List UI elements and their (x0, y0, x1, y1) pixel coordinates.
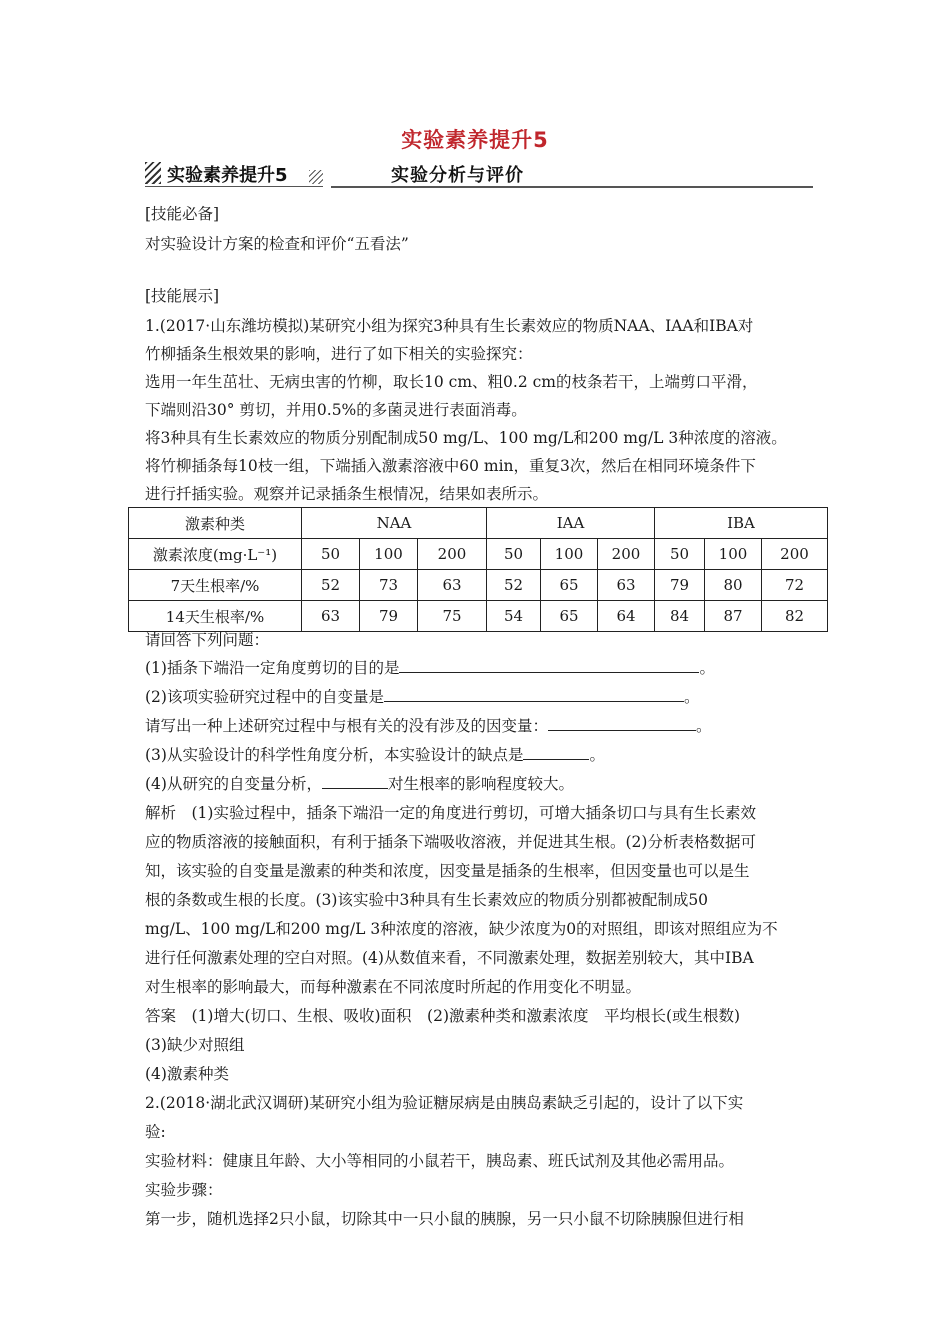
table-cell: 73 (360, 570, 418, 601)
q2-line: 实验材料：健康且年龄、大小等相同的小鼠若干，胰岛素、班氏试剂及其他必需用品。 (145, 1152, 735, 1170)
q1-line: 将竹柳插条每10枝一组，下端插入激素溶液中60 min，重复3次，然后在相同环境条件下 (145, 457, 756, 475)
table-cell: 80 (705, 570, 762, 601)
question-1 (145, 657, 817, 679)
q2-line: 实验步骤： (145, 1181, 223, 1199)
answer-line: 答案 (1)增大(切口、生根、吸收)面积 (2)激素种类和激素浓度 平均根长(或生根数) (145, 1007, 741, 1025)
table-cell: 63 (418, 570, 487, 601)
question-text: (2)该项实验研究过程中的自变量是 (145, 688, 384, 706)
table-header-label: 激素种类 (129, 508, 302, 539)
table-cell: 64 (598, 601, 655, 632)
analysis-line: mg/L、100 mg/L和200 mg/L 3种浓度的溶液，缺少浓度为0的对照组，即该对照组应为不 (145, 920, 778, 938)
question-tail: 。 (683, 688, 700, 706)
q2-line: 第一步，随机选择2只小鼠，切除其中一只小鼠的胰腺，另一只小鼠不切除胰腺但进行相 (145, 1210, 744, 1228)
stripes-decoration-right (309, 170, 323, 184)
banner-left (145, 160, 323, 187)
table-cell: 52 (487, 570, 541, 601)
q1-line: 下端则沿30° 剪切，并用0.5%的多菌灵进行表面消毒。 (145, 401, 527, 419)
table-cell: 54 (487, 601, 541, 632)
table-row-label: 14天生根率/% (129, 601, 302, 632)
answer-line: (3)缺少对照组 (145, 1036, 245, 1054)
answer-blank[interactable] (548, 715, 696, 731)
results-table (128, 507, 828, 632)
table-cell: 100 (360, 539, 418, 570)
table-header-hormone: IBA (655, 508, 828, 539)
answer-blank[interactable] (399, 657, 699, 673)
banner-right-text: 实验分析与评价 (391, 165, 524, 186)
q1-line: 1.(2017·山东潍坊模拟)某研究小组为探究3种具有生长素效应的物质NAA、IAA和IBA对 (145, 317, 754, 335)
table-header-hormone: NAA (302, 508, 487, 539)
q2-line: 验: (145, 1123, 166, 1141)
table-cell: 65 (541, 601, 598, 632)
question-text: 请写出一种上述研究过程中与根有关的没有涉及的因变量： (145, 717, 549, 735)
analysis-line: 知，该实验的自变量是激素的种类和浓度，因变量是插条的生根率，但因变量也可以是生 (145, 862, 750, 880)
question-tail: 。 (589, 746, 605, 764)
skills-shown-heading: [技能展示] (145, 287, 220, 305)
question-2 (145, 686, 817, 708)
table-cell: 50 (655, 539, 705, 570)
table-cell: 65 (541, 570, 598, 601)
table-row-label: 激素浓度(mg·L⁻¹) (129, 539, 302, 570)
table-row-label: 7天生根率/% (129, 570, 302, 601)
question-4 (145, 773, 817, 795)
answer-blank[interactable] (384, 686, 684, 702)
table-cell: 100 (541, 539, 598, 570)
table-cell: 87 (705, 601, 762, 632)
question-tail: 对生根率的影响程度较大。 (387, 775, 574, 793)
q1-line: 将3种具有生长素效应的物质分别配制成50 mg/L、100 mg/L和200 mg/L 3种浓度的溶液。 (145, 429, 787, 447)
answer-blank[interactable] (322, 773, 388, 789)
table-cell: 200 (598, 539, 655, 570)
question-text: (1)插条下端沿一定角度剪切的目的是 (145, 659, 400, 677)
table-cell: 72 (762, 570, 828, 601)
table-header-row (129, 508, 828, 539)
table-row (129, 601, 828, 632)
analysis-line: 应的物质溶液的接触面积，有利于插条下端吸收溶液，并促进其生根。(2)分析表格数据可 (145, 833, 756, 851)
analysis-line: 对生根率的影响最大，而每种激素在不同浓度时所起的作用变化不明显。 (145, 978, 642, 996)
analysis-line: 进行任何激素处理的空白对照。(4)从数值来看，不同激素处理，数据差别较大，其中IBA (145, 949, 754, 967)
section-banner (145, 160, 813, 188)
question-text: (4)从研究的自变量分析， (145, 775, 322, 793)
banner-left-text: 实验素养提升5 (167, 165, 288, 186)
skills-required-text: 对实验设计方案的检查和评价“五看法” (145, 235, 409, 253)
skills-required-heading: [技能必备] (145, 205, 220, 223)
table-cell: 200 (418, 539, 487, 570)
table-cell: 79 (655, 570, 705, 601)
question-text: (3)从实验设计的科学性角度分析，本实验设计的缺点是 (145, 746, 524, 764)
table-row (129, 570, 828, 601)
q1-line: 选用一年生茁壮、无病虫害的竹柳，取长10 cm、粗0.2 cm的枝条若干，上端剪口平滑， (145, 373, 758, 391)
table-cell: 75 (418, 601, 487, 632)
table-cell: 52 (302, 570, 360, 601)
q1-line: 竹柳插条生根效果的影响，进行了如下相关的实验探究： (145, 345, 533, 363)
analysis-line: 根的条数或生根的长度。(3)该实验中3种具有生长素效应的物质分别都被配制成50 (145, 891, 709, 909)
questions-prompt: 请回答下列问题： (145, 631, 270, 649)
table-cell: 100 (705, 539, 762, 570)
answer-line: (4)激素种类 (145, 1065, 229, 1083)
q2-line: 2.(2018·湖北武汉调研)某研究小组为验证糖尿病是由胰岛素缺乏引起的，设计了以下实 (145, 1094, 744, 1112)
page-title: 实验素养提升5 (401, 128, 549, 152)
table-cell: 63 (302, 601, 360, 632)
table-cell: 200 (762, 539, 828, 570)
analysis-line: 解析 (1)实验过程中，插条下端沿一定的角度进行剪切，可增大插条切口与具有生长素效 (145, 804, 756, 822)
q1-line: 进行扦插实验。观察并记录插条生根情况，结果如表所示。 (145, 485, 549, 503)
answer-blank[interactable] (523, 744, 589, 760)
table-row (129, 539, 828, 570)
question-3 (145, 744, 817, 766)
table-cell: 82 (762, 601, 828, 632)
table-cell: 63 (598, 570, 655, 601)
table-header-hormone: IAA (487, 508, 655, 539)
table-cell: 50 (302, 539, 360, 570)
question-2b (145, 715, 817, 737)
table-cell: 50 (487, 539, 541, 570)
question-tail: 。 (696, 717, 712, 735)
table-cell: 84 (655, 601, 705, 632)
banner-right (331, 160, 813, 188)
stripes-decoration (145, 162, 161, 184)
table-cell: 79 (360, 601, 418, 632)
question-tail: 。 (699, 659, 715, 677)
